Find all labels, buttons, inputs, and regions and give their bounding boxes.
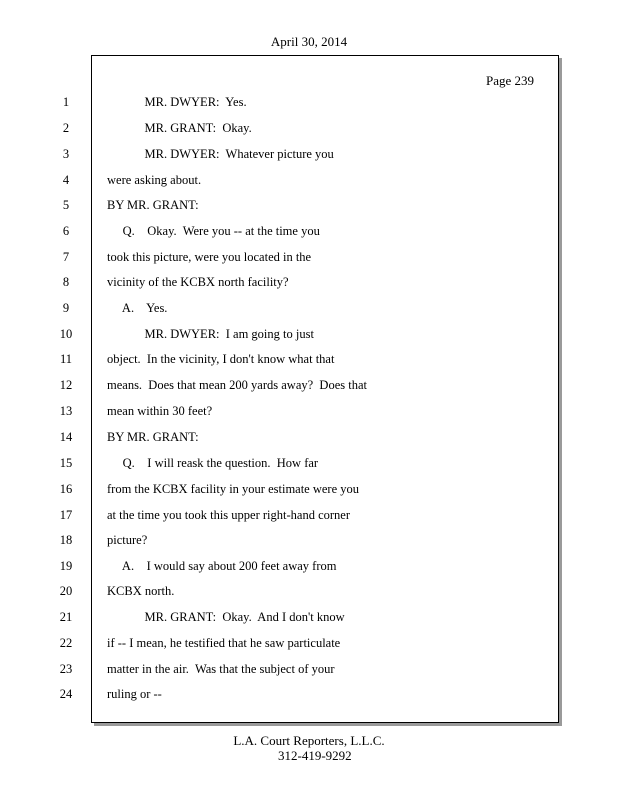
line-text: ruling or -- <box>107 687 162 701</box>
line-number: 4 <box>62 173 70 187</box>
line-text: A. Yes. <box>107 301 168 315</box>
line-text: from the KCBX facility in your estimate were you <box>107 482 360 496</box>
footer-phone: 312-419-9292 <box>278 748 352 763</box>
line-text: MR. DWYER: Whatever picture you <box>107 147 334 161</box>
line-number: 11 <box>59 352 73 366</box>
line-text: if -- I mean, he testified that he saw particulate <box>107 636 341 650</box>
line-text: at the time you took this upper right-hand corner <box>107 508 350 522</box>
line-text: object. In the vicinity, I don't know what that <box>107 352 335 366</box>
line-number: 10 <box>59 327 73 341</box>
line-text: KCBX north. <box>107 584 175 598</box>
line-number: 12 <box>59 378 73 392</box>
line-number: 6 <box>62 224 70 238</box>
line-number: 7 <box>62 250 70 264</box>
header-date: April 30, 2014 <box>270 34 348 49</box>
line-text: picture? <box>107 533 148 547</box>
transcript-page <box>91 55 559 723</box>
line-number: 3 <box>62 147 70 161</box>
line-number: 20 <box>59 584 73 598</box>
line-text: BY MR. GRANT: <box>107 430 199 444</box>
line-text: MR. GRANT: Okay. <box>107 121 252 135</box>
line-text: took this picture, were you located in the <box>107 250 312 264</box>
line-number: 22 <box>59 636 73 650</box>
line-text: Q. I will reask the question. How far <box>107 456 319 470</box>
line-number: 13 <box>59 404 73 418</box>
line-number: 1 <box>62 95 70 109</box>
line-number: 17 <box>59 508 73 522</box>
line-number: 24 <box>59 687 73 701</box>
line-number: 19 <box>59 559 73 573</box>
line-text: BY MR. GRANT: <box>107 198 199 212</box>
line-text: vicinity of the KCBX north facility? <box>107 275 289 289</box>
line-text: A. I would say about 200 feet away from <box>107 559 337 573</box>
line-text: MR. GRANT: Okay. And I don't know <box>107 610 345 624</box>
line-text: Q. Okay. Were you -- at the time you <box>107 224 320 238</box>
line-text: means. Does that mean 200 yards away? Does that <box>107 378 367 392</box>
line-text: MR. DWYER: I am going to just <box>107 327 314 341</box>
footer-company: L.A. Court Reporters, L.L.C. <box>233 733 385 748</box>
line-number: 14 <box>59 430 73 444</box>
line-text: matter in the air. Was that the subject of your <box>107 662 335 676</box>
line-number: 5 <box>62 198 70 212</box>
line-text: MR. DWYER: Yes. <box>107 95 247 109</box>
line-number: 9 <box>62 301 70 315</box>
line-number: 16 <box>59 482 73 496</box>
line-number: 18 <box>59 533 73 547</box>
line-number: 15 <box>59 456 73 470</box>
line-text: were asking about. <box>107 173 202 187</box>
line-number: 8 <box>62 275 70 289</box>
line-text: mean within 30 feet? <box>107 404 213 418</box>
page-number: Page 239 <box>485 73 534 88</box>
line-number: 21 <box>59 610 73 624</box>
line-number: 23 <box>59 662 73 676</box>
line-number: 2 <box>62 121 70 135</box>
